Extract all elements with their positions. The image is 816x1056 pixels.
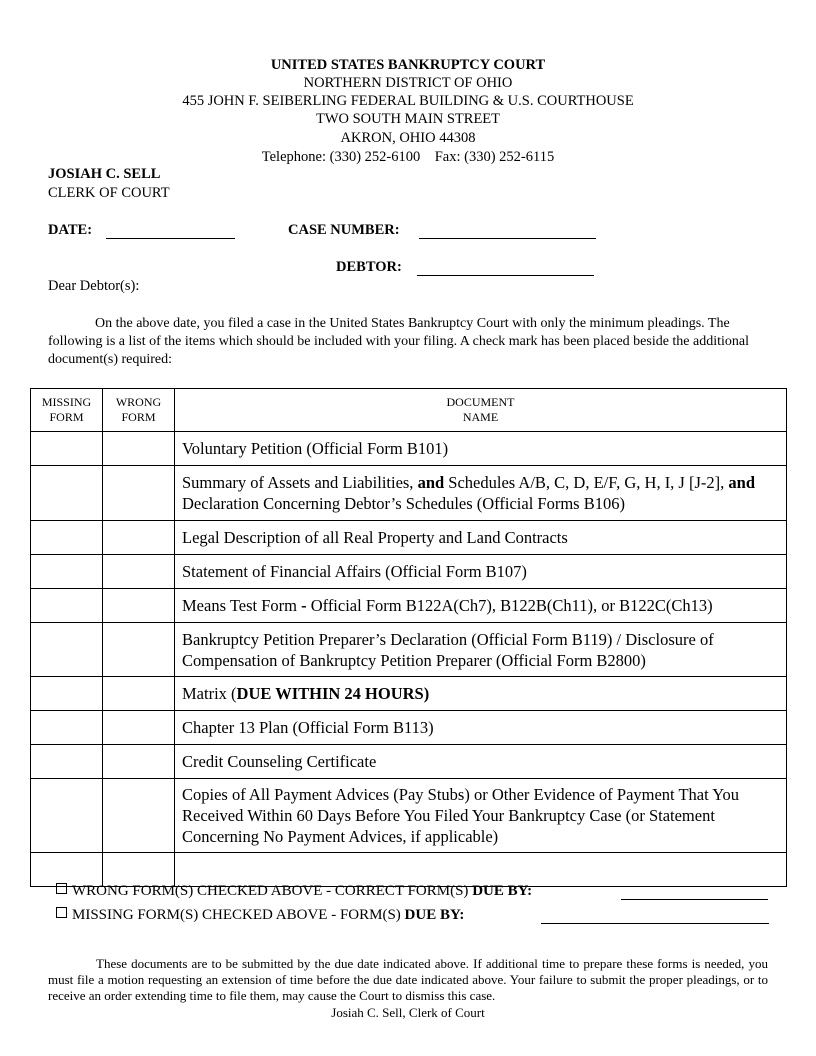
- footer-signature: Josiah C. Sell, Clerk of Court: [331, 1005, 485, 1020]
- case-number-field[interactable]: [419, 238, 596, 239]
- document-table: [30, 388, 787, 887]
- wrong-checkbox-cell[interactable]: [103, 555, 175, 589]
- wrong-checkbox-cell[interactable]: [103, 745, 175, 779]
- missing-checkbox-cell[interactable]: [31, 555, 103, 589]
- doc-text-bold: and: [728, 473, 755, 492]
- missing-forms-text: MISSING FORM(S) CHECKED ABOVE - FORM(S): [72, 907, 405, 923]
- debtor-field[interactable]: [417, 275, 594, 276]
- doc-text: Summary of Assets and Liabilities,: [182, 473, 418, 492]
- court-phone-fax: Telephone: (330) 252-6100 Fax: (330) 252-6115: [261, 149, 555, 165]
- doc-text: Declaration Concerning Debtor’s Schedules (Official Forms B106): [182, 494, 625, 513]
- table-row: [31, 466, 787, 521]
- doc-text: Legal Description of all Real Property and Land Contracts: [182, 528, 568, 547]
- clerk-name: JOSIAH C. SELL: [48, 166, 161, 182]
- missing-checkbox-cell[interactable]: [31, 677, 103, 711]
- missing-forms-checkbox[interactable]: [56, 907, 67, 918]
- document-name: [175, 466, 787, 521]
- document-name-header: [175, 389, 787, 432]
- wrong-checkbox-cell[interactable]: [103, 711, 175, 745]
- document-name: [175, 779, 787, 853]
- wrong-checkbox-cell[interactable]: [103, 779, 175, 853]
- table-row: [31, 521, 787, 555]
- court-street: TWO SOUTH MAIN STREET: [315, 111, 501, 127]
- table-row: [31, 711, 787, 745]
- document-name: [175, 521, 787, 555]
- doc-text-bold: -: [301, 596, 307, 615]
- doc-text: Schedules A/B, C, D, E/F, G, H, I, J [J-2],: [444, 473, 729, 492]
- wrong-header-line2: FORM: [121, 410, 156, 424]
- document-name: [175, 623, 787, 677]
- doc-text-bold: DUE WITHIN 24 HOURS): [236, 684, 430, 703]
- table-row: [31, 432, 787, 466]
- missing-checkbox-cell[interactable]: [31, 745, 103, 779]
- date-label: DATE:: [48, 222, 93, 238]
- table-row: [31, 589, 787, 623]
- intro-paragraph: On the above date, you filed a case in the United States Bankruptcy Court with only the minimum pleadings. The following is a list of the items which should be included with your filing. A check mark has been placed beside the additional document(s) required:: [48, 316, 750, 367]
- missing-checkbox-cell[interactable]: [31, 779, 103, 853]
- doc-header-line2: NAME: [462, 410, 499, 424]
- missing-forms-due-label: DUE BY:: [404, 907, 465, 923]
- case-number-label: CASE NUMBER:: [288, 222, 400, 238]
- table-row: [31, 623, 787, 677]
- table-row: [31, 745, 787, 779]
- wrong-checkbox-cell[interactable]: [103, 432, 175, 466]
- wrong-forms-text: WRONG FORM(S) CHECKED ABOVE - CORRECT FORM(S): [72, 883, 473, 899]
- document-name: [175, 677, 787, 711]
- document-name: [175, 745, 787, 779]
- wrong-forms-due-field[interactable]: [621, 899, 768, 900]
- debtor-label: DEBTOR:: [336, 259, 402, 275]
- missing-forms-line: [56, 906, 464, 924]
- court-district: NORTHERN DISTRICT OF OHIO: [303, 75, 513, 91]
- doc-text: Bankruptcy Petition Preparer’s Declaration (Official Form B119) / Disclosure of Compensation of Bankruptcy Petition Preparer (Official Form B2800): [182, 629, 714, 670]
- wrong-forms-line: [56, 882, 532, 900]
- table-row: [31, 677, 787, 711]
- court-city: AKRON, OHIO 44308: [340, 130, 476, 146]
- doc-text: Chapter 13 Plan (Official Form B113): [182, 718, 434, 737]
- document-name: [175, 711, 787, 745]
- wrong-forms-due-label: DUE BY:: [472, 883, 533, 899]
- missing-forms-due-field[interactable]: [541, 923, 769, 924]
- wrong-form-header: [103, 389, 175, 432]
- document-name: [175, 555, 787, 589]
- footer-notice: These documents are to be submitted by the due date indicated above. If additional time to prepare these forms is needed, you must file a motion requesting an extension of time before the due date indicated above. Your failure to submit the proper pleadings, or to receive an order extending time to file them, may cause the Court to dismiss this case.: [48, 956, 768, 1003]
- document-name: [175, 589, 787, 623]
- wrong-checkbox-cell[interactable]: [103, 466, 175, 521]
- missing-form-header: [31, 389, 103, 432]
- doc-text: Statement of Financial Affairs (Official Form B107): [182, 562, 527, 581]
- wrong-checkbox-cell[interactable]: [103, 677, 175, 711]
- table-header-row: [31, 389, 787, 432]
- doc-header-line1: DOCUMENT: [446, 395, 515, 409]
- court-building: 455 JOHN F. SEIBERLING FEDERAL BUILDING & U.S. COURTHOUSE: [182, 93, 634, 109]
- doc-text-bold: and: [417, 473, 445, 492]
- doc-text: Voluntary Petition (Official Form B101): [182, 439, 449, 458]
- missing-checkbox-cell[interactable]: [31, 589, 103, 623]
- missing-header-line2: FORM: [49, 410, 84, 424]
- doc-text: Means Test Form: [182, 596, 302, 615]
- wrong-header-line1: WRONG: [115, 395, 162, 409]
- missing-checkbox-cell[interactable]: [31, 466, 103, 521]
- wrong-checkbox-cell[interactable]: [103, 623, 175, 677]
- clerk-title: CLERK OF COURT: [48, 185, 170, 201]
- doc-text: Official Form B122A(Ch7), B122B(Ch11), or B122C(Ch13): [306, 596, 713, 615]
- missing-checkbox-cell[interactable]: [31, 521, 103, 555]
- table-row: [31, 779, 787, 853]
- document-name: [175, 432, 787, 466]
- missing-header-line1: MISSING: [41, 395, 92, 409]
- missing-checkbox-cell[interactable]: [31, 432, 103, 466]
- wrong-forms-checkbox[interactable]: [56, 883, 67, 894]
- doc-text: Matrix (: [182, 684, 237, 703]
- doc-text: Credit Counseling Certificate: [182, 752, 377, 771]
- wrong-checkbox-cell[interactable]: [103, 521, 175, 555]
- court-name: UNITED STATES BANKRUPTCY COURT: [270, 57, 546, 73]
- doc-text: Copies of All Payment Advices (Pay Stubs) or Other Evidence of Payment That You Received Within 60 Days Before You Filed Your Bankruptcy Case (or Statement Concerning No Payment Advices, if applicable): [182, 785, 739, 846]
- wrong-checkbox-cell[interactable]: [103, 589, 175, 623]
- missing-checkbox-cell[interactable]: [31, 623, 103, 677]
- table-row: [31, 555, 787, 589]
- date-field[interactable]: [106, 238, 235, 239]
- missing-checkbox-cell[interactable]: [31, 711, 103, 745]
- salutation: Dear Debtor(s):: [48, 278, 140, 294]
